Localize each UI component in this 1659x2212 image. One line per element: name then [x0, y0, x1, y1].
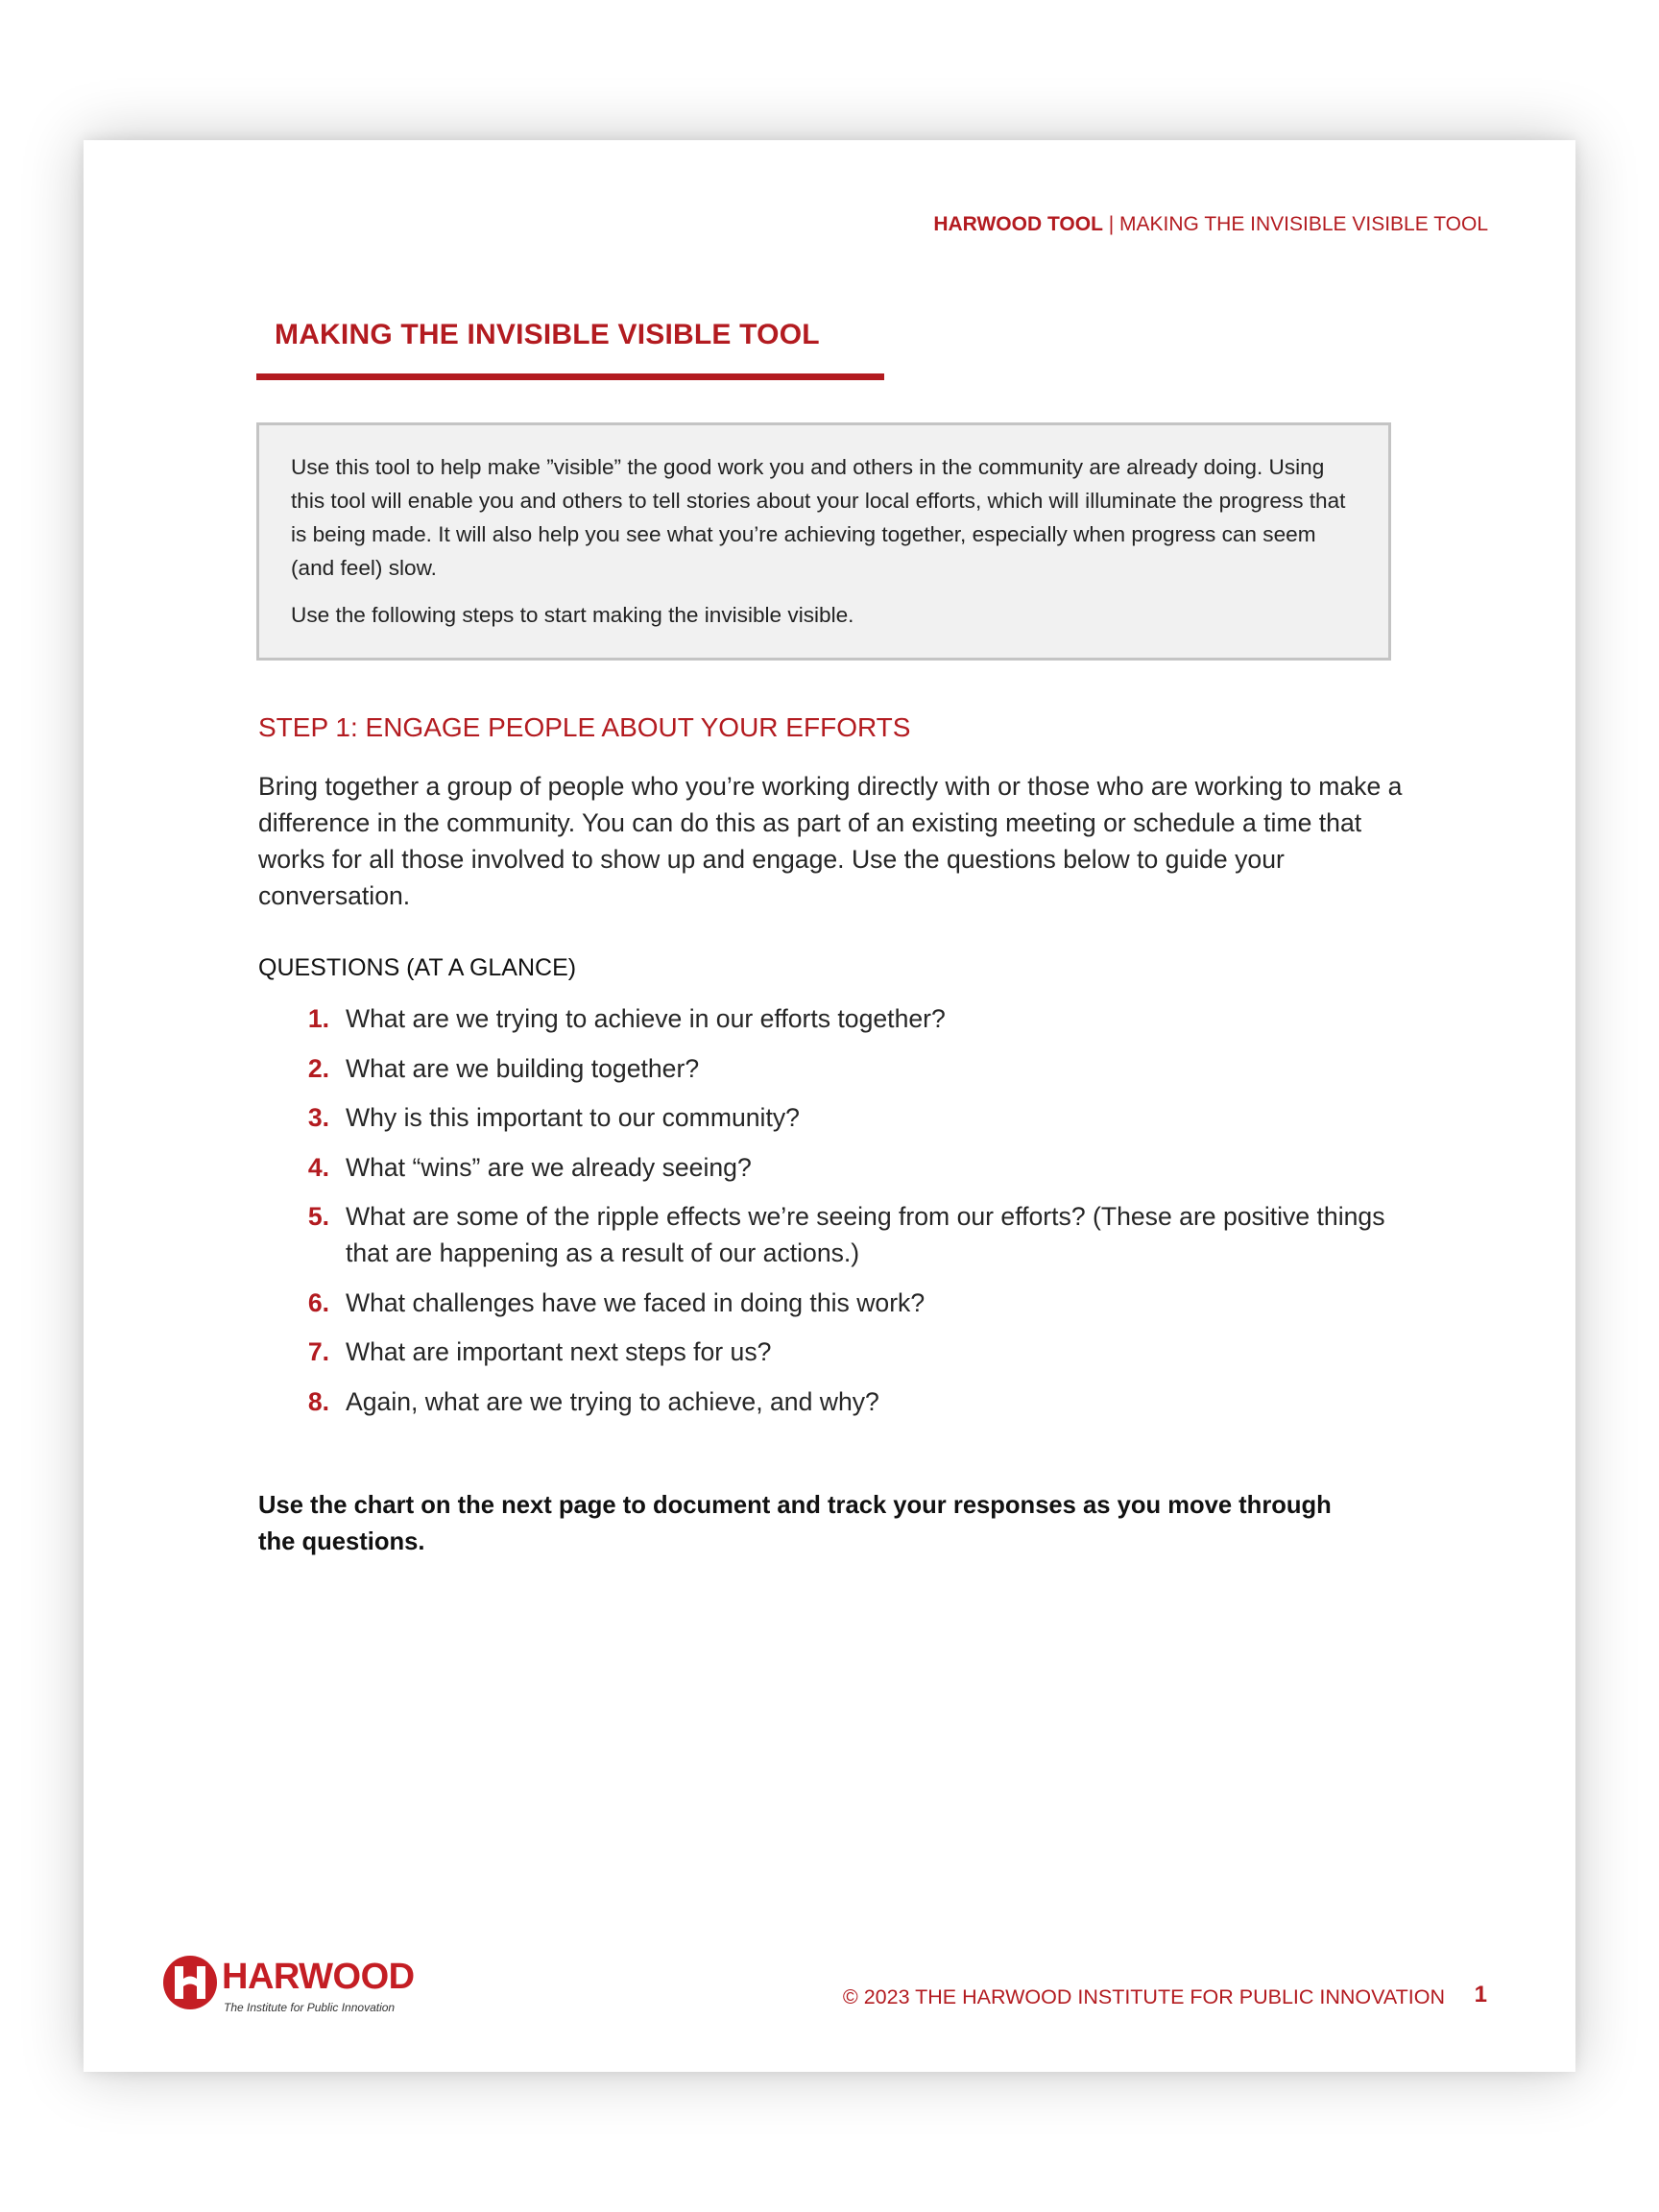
- question-item: [258, 1149, 1410, 1186]
- question-number: 8.: [307, 1386, 329, 1416]
- question-item: [258, 1099, 1410, 1136]
- title-underline: [256, 373, 884, 380]
- logo-wordmark: HARWOOD: [222, 1957, 415, 1997]
- question-text: What challenges have we faced in doing this work?: [346, 1287, 926, 1317]
- question-text: What are we trying to achieve in our efforts together?: [346, 1004, 946, 1033]
- question-number: 5.: [307, 1202, 329, 1231]
- question-text: Why is this important to our community?: [346, 1103, 800, 1132]
- running-header: [933, 213, 1488, 236]
- question-text: What are some of the ripple effects we’re seeing from our efforts? (These are positive things that are happening as a result of our actions.): [346, 1202, 1385, 1267]
- question-number: 3.: [307, 1103, 329, 1132]
- questions-label: QUESTIONS (AT A GLANCE): [258, 954, 577, 981]
- question-item: [258, 1198, 1410, 1271]
- intro-paragraph: Use the following steps to start making the invisible visible.: [291, 603, 854, 627]
- question-number: 7.: [307, 1337, 329, 1366]
- question-number: 4.: [307, 1152, 329, 1182]
- question-item: [258, 1285, 1410, 1321]
- question-text: What are we building together?: [346, 1053, 700, 1083]
- page-number: 1: [1474, 1982, 1487, 2008]
- harwood-logo: [162, 1955, 431, 2022]
- header-tool-name: MAKING THE INVISIBLE VISIBLE TOOL: [1119, 213, 1488, 235]
- question-number: 2.: [307, 1053, 329, 1083]
- question-item: [258, 1383, 1410, 1420]
- intro-box: [256, 422, 1391, 661]
- document-page: [84, 140, 1575, 2072]
- question-number: 6.: [307, 1287, 329, 1317]
- intro-paragraph: Use this tool to help make ”visible” the good work you and others in the community are already doing. Using this tool will enable you and others to tell stories about your local efforts, which will illuminate the progress that is being made. It will also help you see what you’re achieving together, especially when progress can seem (and feel) slow.: [291, 455, 1346, 580]
- header-separator: |: [1102, 213, 1120, 235]
- closing-instruction: Use the chart on the next page to document and track your responses as you move through the questions.: [258, 1492, 1332, 1555]
- logo-tagline: The Institute for Public Innovation: [224, 2001, 396, 2014]
- question-item: [258, 1334, 1410, 1370]
- page-title: MAKING THE INVISIBLE VISIBLE TOOL: [275, 319, 820, 350]
- question-text: Again, what are we trying to achieve, and why?: [346, 1386, 879, 1416]
- step-1-body: Bring together a group of people who you’re working directly with or those who are working to make a difference in the community. You can do this as part of an existing meeting or schedule a time that works for all those involved to show up and engage. Use the questions below to guide your conversation.: [258, 772, 1403, 910]
- question-text: What “wins” are we already seeing?: [346, 1152, 752, 1182]
- question-text: What are important next steps for us?: [346, 1337, 772, 1366]
- copyright-notice: © 2023 THE HARWOOD INSTITUTE FOR PUBLIC INNOVATION: [842, 1985, 1445, 2008]
- question-number: 1.: [307, 1004, 329, 1033]
- header-brand: HARWOOD TOOL: [933, 213, 1103, 235]
- question-item: [258, 1000, 1410, 1037]
- step-1-heading: STEP 1: ENGAGE PEOPLE ABOUT YOUR EFFORTS: [258, 712, 911, 742]
- questions-list: [258, 1000, 1410, 1432]
- harwood-h-logo-icon: [162, 1955, 218, 2010]
- question-item: [258, 1050, 1410, 1087]
